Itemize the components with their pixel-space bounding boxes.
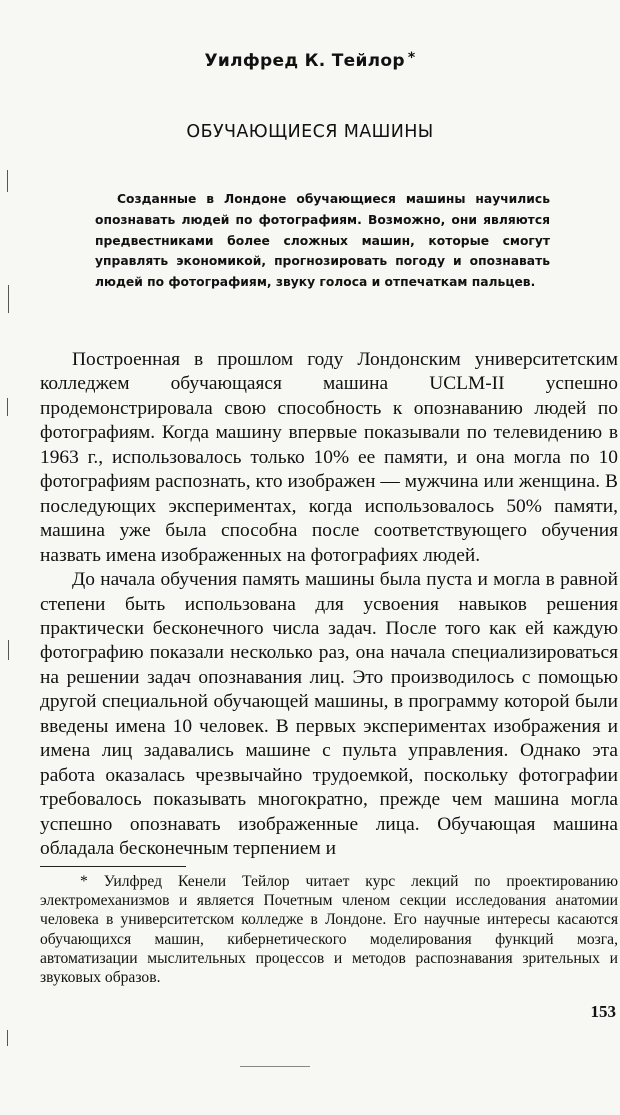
page-number: 153: [590, 1002, 616, 1021]
article-body: [40, 348, 618, 862]
article-author: [0, 50, 620, 71]
scan-mark-left-2: [8, 285, 9, 313]
scan-mark-left-3: [7, 398, 8, 416]
author-name: Уилфред К. Тейлор: [204, 51, 405, 71]
scan-mark-left-4: [8, 640, 9, 660]
scan-mark-left-5: [7, 1030, 8, 1046]
author-footnote: * Уилфред Кенели Тейлор читает курс лекций по проектированию электромеханизмов и является Почетным членом секции исследования анатомии человека в университетском колледже в Лондоне. Его научные интересы касаются обучающихся машин, кибернетического моделирования функций мозга, автоматизации мыслительных процессов и методов распознавания зрительных и звуковых образов.: [40, 873, 618, 987]
scan-mark-left-1: [7, 170, 8, 192]
author-footnote-mark: *: [407, 50, 416, 66]
footnote-divider: [40, 866, 186, 867]
body-paragraph-2: До начала обучения память машины была пуста и могла в равной степени быть использована для усвоения навыков решения практически бесконечного числа задач. После того как ей каждую фотографию показали несколько раз, она начала специализироваться на решении задач опознавания лиц. Это производилось с помощью другой специальной обучающей машины, в программу которой были введены имена 10 человек. В первых экспериментах изображения и имена лиц задавались машине с пульта управления. Однако эта работа оказалась чрезвычайно трудоемкой, поскольку фотографии требовалось показывать многократно, прежде чем машина могла успешно опознавать изображенные лица. Обучающая машина обладала бесконечным терпением и: [40, 569, 618, 860]
article-abstract: Созданные в Лондоне обучающиеся машины научились опознавать людей по фотографиям. Возможно, они являются предвестниками более сложных машин, которые смогут управлять экономикой, прогнозировать погоду и опознавать людей по фотографиям, звуку голоса и отпечаткам пальцев.: [95, 192, 550, 290]
scan-mark-bottom: [240, 1066, 310, 1067]
body-paragraph-1: Построенная в прошлом году Лондонским университетским колледжем обучающаяся машина UCLM-II успешно продемонстрировала свою способность к опознаванию людей по фотографиям. Когда машину впервые показывали по телевидению в 1963 г., использовалось только 10% ее памяти, и она могла по 10 фотографиям распознать, кто изображен — мужчина или женщина. В последующих экспериментах, когда использовалось 50% памяти, машина уже была способна после соответствующего обучения назвать имена изображенных на фотографиях людей.: [40, 349, 618, 566]
article-title: ОБУЧАЮЩИЕСЯ МАШИНЫ: [186, 122, 434, 142]
